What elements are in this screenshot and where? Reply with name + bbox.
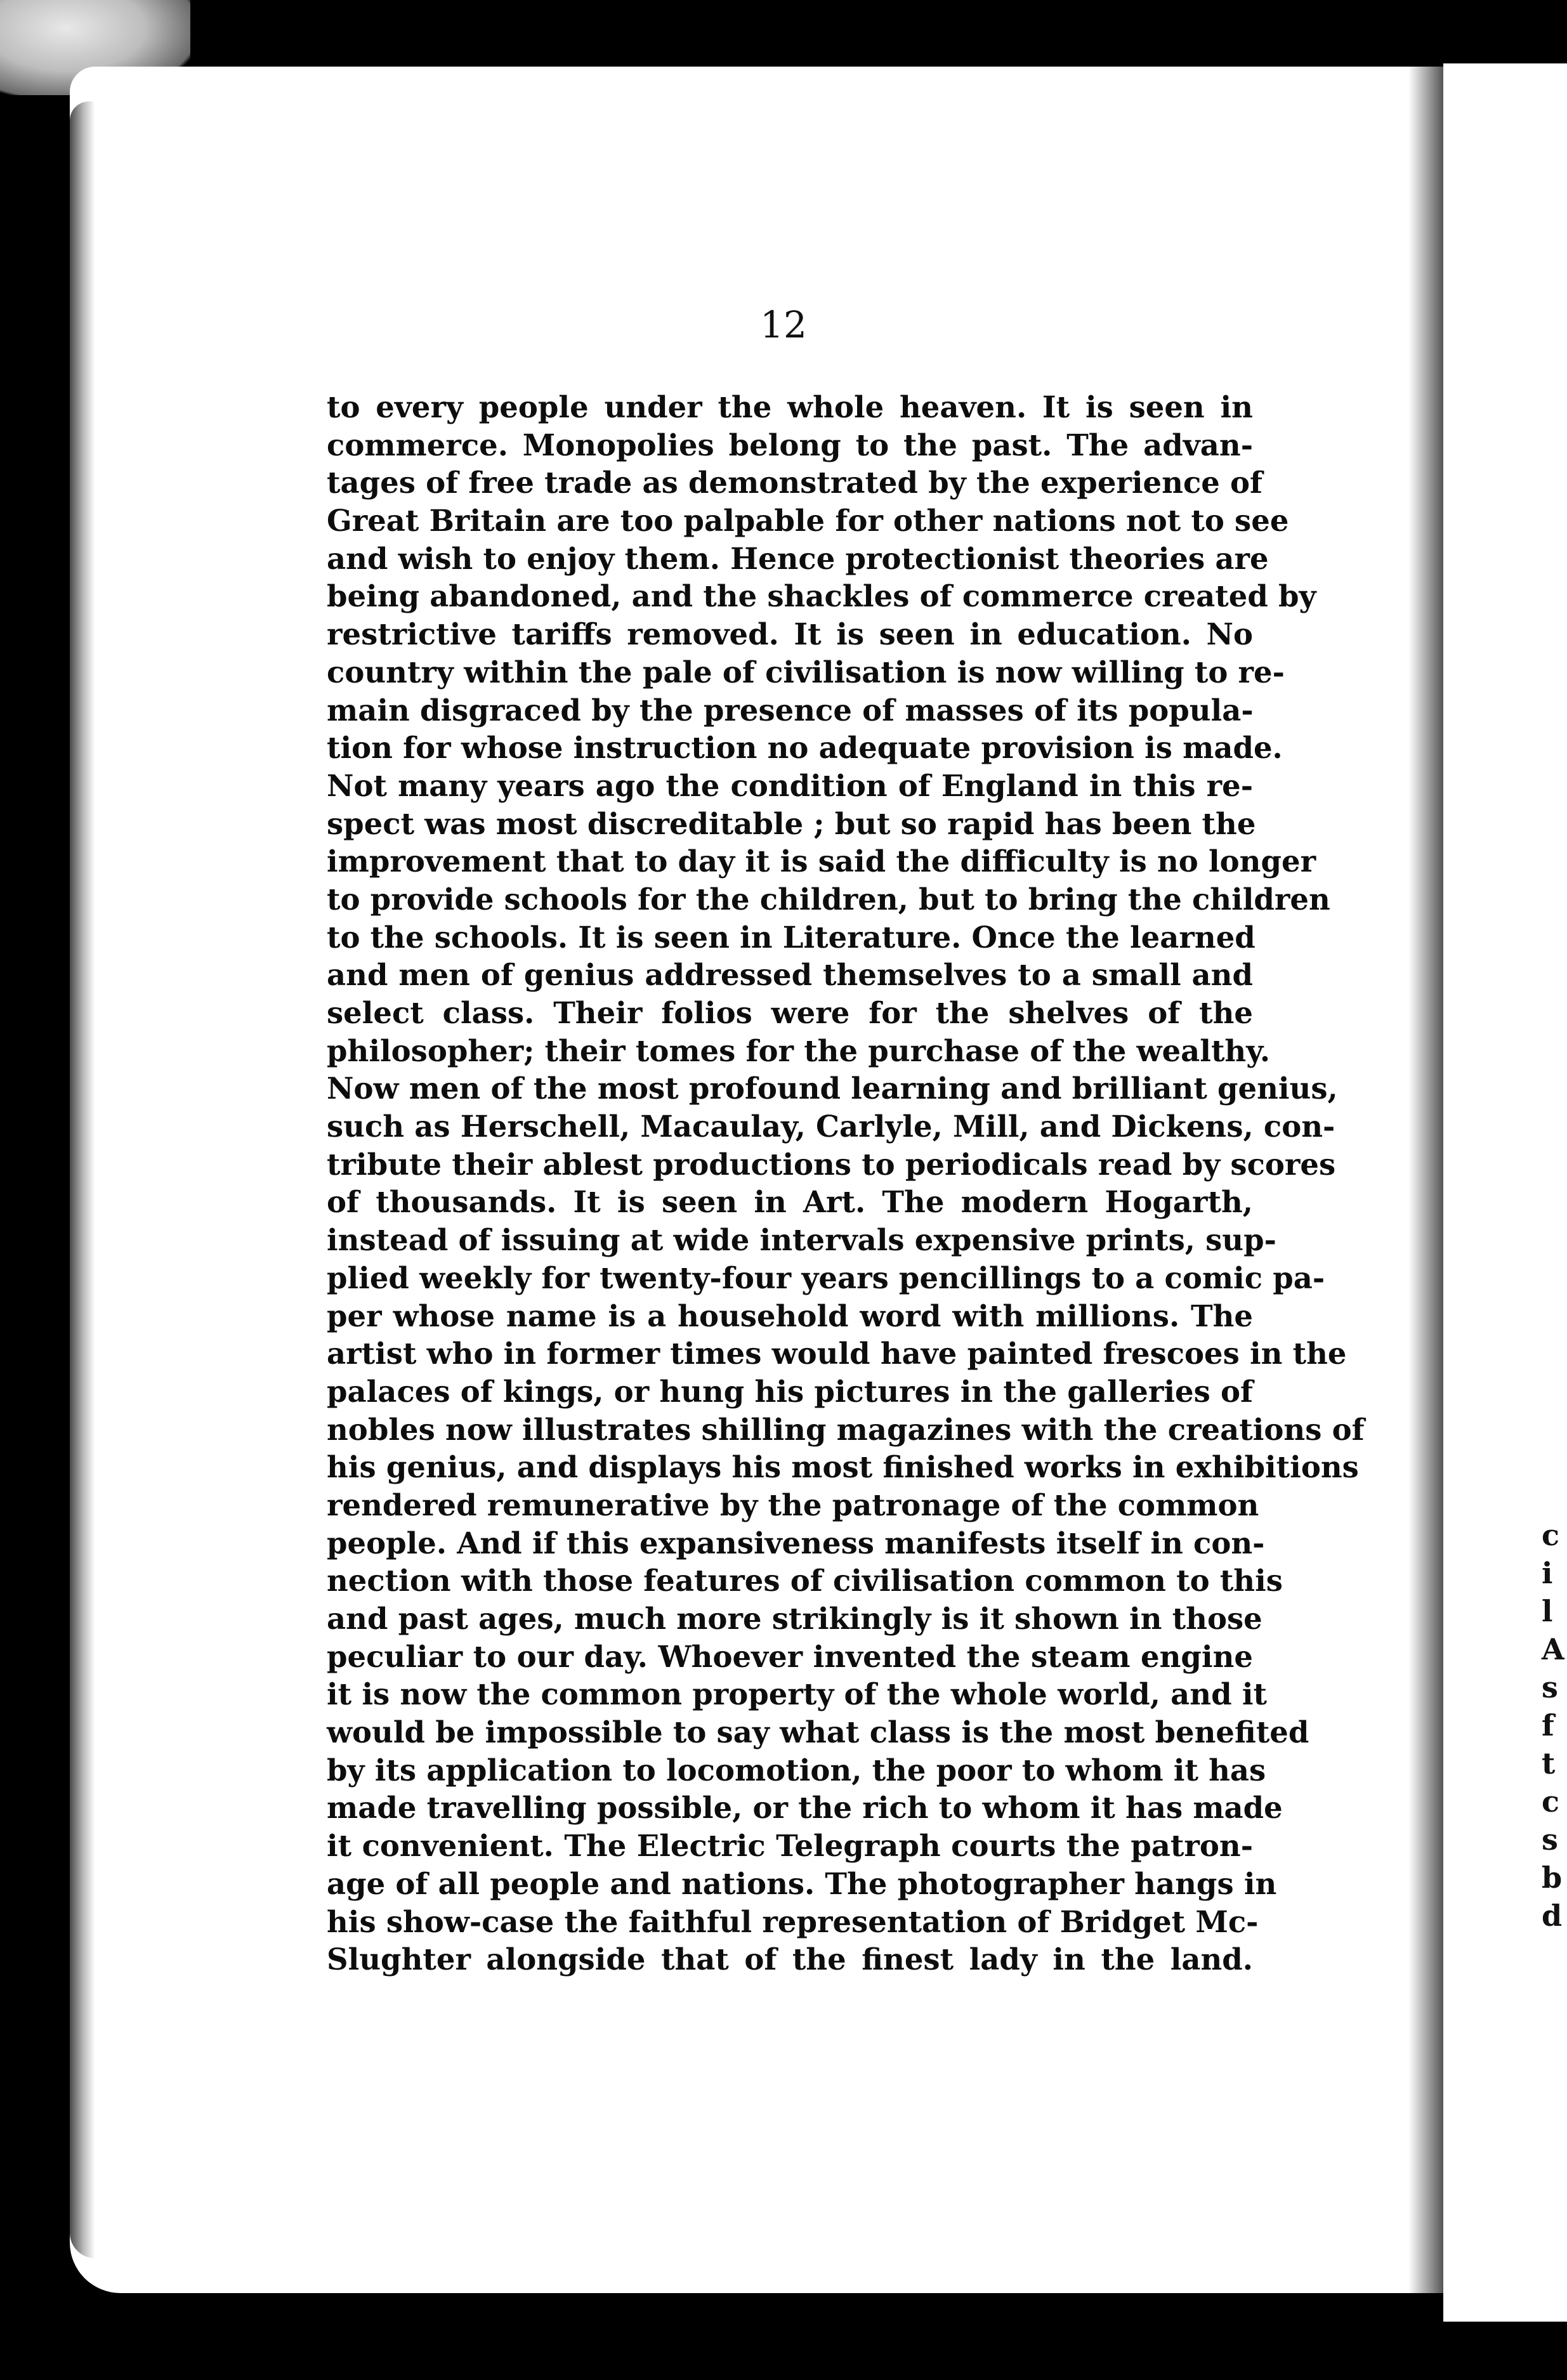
page-number: 12 [760, 303, 807, 346]
text-line: per whose name is a household word with millions. The [327, 1298, 1253, 1333]
facing-page-fragment: b [1542, 1860, 1563, 1895]
text-line: philosopher; their tomes for the purchase of the wealthy. [327, 1033, 1271, 1068]
text-line: his show-case the faithful representation of Bridget Mc- [327, 1904, 1259, 1939]
text-line: tribute their ablest productions to periodicals read by scores [327, 1146, 1336, 1182]
text-line: and past ages, much more strikingly is it shown in those [327, 1601, 1262, 1636]
text-line: made travelling possible, or the rich to whom it has made [327, 1790, 1283, 1826]
text-line: rendered remunerative by the patronage of the common [327, 1487, 1259, 1522]
text-line: Great Britain are too palpable for other nations not to see [327, 503, 1289, 539]
text-line: plied weekly for twenty-four years pencillings to a comic pa- [327, 1260, 1325, 1295]
text-line: of thousands. It is seen in Art. The modern Hogarth, [327, 1184, 1253, 1220]
text-line: restrictive tariffs removed. It is seen in education. No [327, 617, 1253, 652]
text-line: Now men of the most profound learning and brilliant genius, [327, 1071, 1338, 1106]
facing-page-fragment: f [1542, 1708, 1554, 1743]
text-line: it is now the common property of the whole world, and it [327, 1677, 1267, 1712]
text-line: main disgraced by the presence of masses of its popula- [327, 692, 1254, 728]
page-edge-left [70, 101, 95, 2258]
text-line: to the schools. It is seen in Literature. Once the learned [327, 919, 1256, 955]
text-line: being abandoned, and the shackles of commerce created by [327, 579, 1316, 614]
facing-page-fragment: s [1542, 1822, 1558, 1857]
text-line: select class. Their folios were for the shelves of the [327, 995, 1253, 1030]
facing-page-fragment: t [1542, 1746, 1556, 1781]
text-line: peculiar to our day. Whoever invented the steam engine [327, 1638, 1253, 1674]
text-line: commerce. Monopolies belong to the past. The advan- [327, 427, 1253, 462]
text-line: by its application to locomotion, the poor to whom it has [327, 1752, 1266, 1788]
text-line: palaces of kings, or hung his pictures in the galleries of [327, 1373, 1253, 1409]
facing-page-text-fragments [1542, 1516, 1567, 1935]
text-line: instead of issuing at wide intervals expensive prints, sup- [327, 1222, 1276, 1258]
text-line: would be impossible to say what class is the most benefited [327, 1715, 1309, 1750]
text-line: age of all people and nations. The photographer hangs in [327, 1866, 1277, 1901]
text-line: tages of free trade as demonstrated by the experience of [327, 465, 1263, 500]
text-line: and wish to enjoy them. Hence protectionist theories are [327, 540, 1269, 576]
text-line: spect was most discreditable ; but so rapid has been the [327, 806, 1256, 841]
text-line: to every people under the whole heaven. It is seen in [327, 389, 1253, 424]
text-line: people. And if this expansiveness manifests itself in con- [327, 1525, 1265, 1560]
page-gutter-shadow [1408, 67, 1443, 2293]
text-line: country within the pale of civilisation is now willing to re- [327, 654, 1285, 690]
text-line: to provide schools for the children, but to bring the children [327, 881, 1330, 917]
text-line: improvement that to day it is said the difficulty is no longer [327, 844, 1316, 879]
text-line: such as Herschell, Macaulay, Carlyle, Mill, and Dickens, con- [327, 1109, 1335, 1144]
facing-page-fragment: s [1542, 1670, 1558, 1704]
text-line: Not many years ago the condition of England in this re- [327, 768, 1253, 803]
facing-page-fragment: d [1542, 1899, 1563, 1933]
body-text [327, 388, 1365, 1978]
text-line: nobles now illustrates shilling magazines with the creations of [327, 1411, 1365, 1447]
text-line: it convenient. The Electric Telegraph courts the patron- [327, 1828, 1253, 1864]
facing-page-fragment: c [1542, 1784, 1560, 1819]
text-line: tion for whose instruction no adequate provision is made. [327, 730, 1283, 766]
facing-page-fragment: l [1542, 1594, 1553, 1628]
facing-page [1443, 63, 1567, 2322]
facing-page-fragment: A [1542, 1632, 1564, 1666]
text-line: nection with those features of civilisation common to this [327, 1563, 1283, 1599]
facing-page-fragment: c [1542, 1518, 1560, 1552]
text-line: and men of genius addressed themselves to a small and [327, 957, 1253, 993]
text-line: Slughter alongside that of the finest lady in the land. [327, 1942, 1253, 1977]
text-line: his genius, and displays his most finished works in exhibitions [327, 1449, 1359, 1485]
facing-page-fragment: i [1542, 1556, 1553, 1590]
text-line: artist who in former times would have painted frescoes in the [327, 1336, 1347, 1371]
